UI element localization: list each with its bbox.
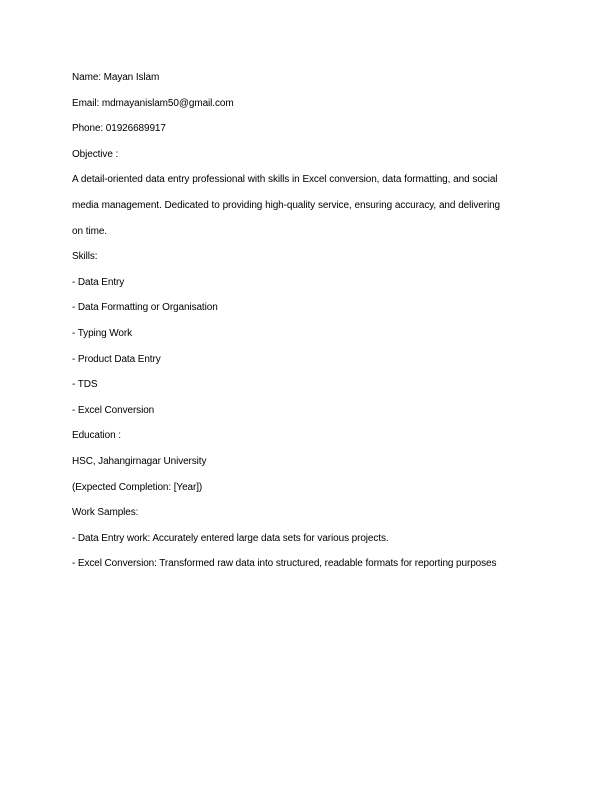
objective-heading: Objective :	[72, 148, 119, 160]
skill-item: - Typing Work	[72, 327, 133, 339]
name-line: Name: Mayan Islam	[72, 72, 160, 83]
phone-line: Phone: 01926689917	[72, 123, 166, 135]
objective-paragraph	[72, 174, 522, 251]
objective-line: A detail-oriented data entry professional with skills in Excel conversion, data formatting, and social	[72, 174, 498, 186]
skills-heading: Skills:	[72, 251, 98, 263]
education-line: HSC, Jahangirnagar University	[72, 455, 207, 467]
objective-line: on time.	[72, 225, 107, 237]
work-sample-item: - Data Entry work: Accurately entered large data sets for various projects.	[72, 532, 389, 544]
skill-item: - Data Formatting or Organisation	[72, 302, 218, 314]
skill-item: - Excel Conversion	[72, 404, 155, 416]
work-samples-heading: Work Samples:	[72, 507, 139, 519]
education-line: (Expected Completion: [Year])	[72, 481, 203, 493]
skill-item: - Product Data Entry	[72, 353, 161, 365]
resume-content	[72, 72, 522, 584]
email-line: Email: mdmayanislam50@gmail.com	[72, 97, 234, 109]
education-heading: Education :	[72, 430, 121, 442]
skill-item: - TDS	[72, 379, 98, 391]
skill-item: - Data Entry	[72, 276, 125, 288]
work-sample-item: - Excel Conversion: Transformed raw data into structured, readable formats for reporting purposes	[72, 558, 497, 570]
objective-line: media management. Dedicated to providing high-quality service, ensuring accuracy, and delivering	[72, 199, 501, 211]
